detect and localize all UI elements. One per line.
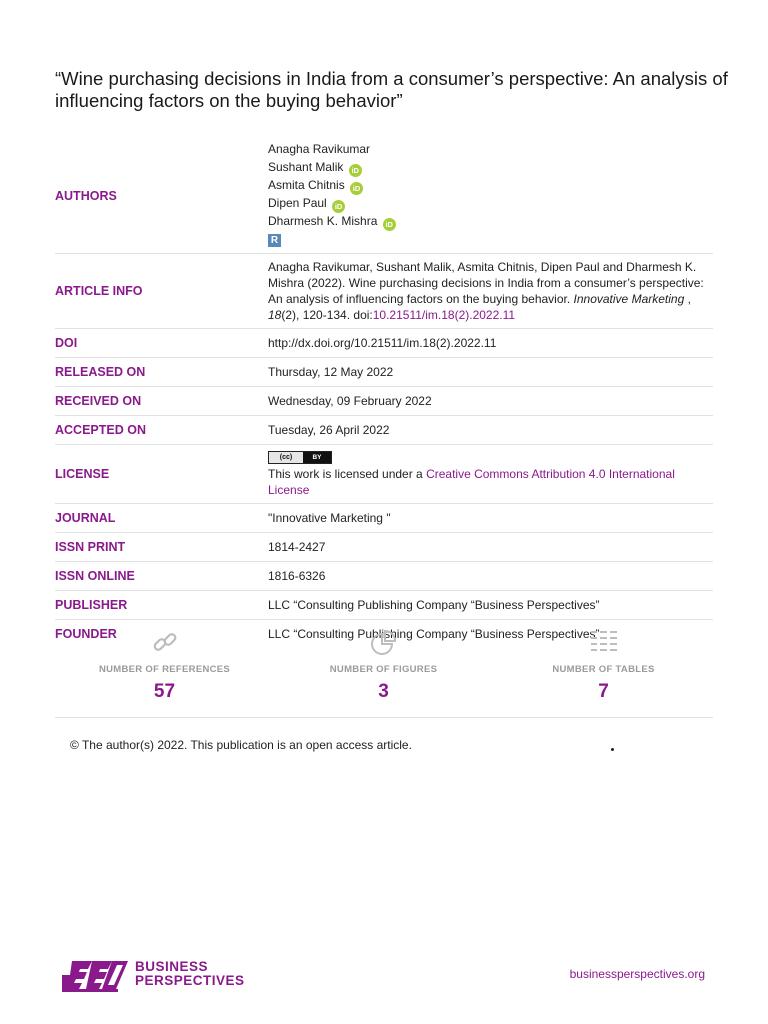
founder-label: FOUNDER: [55, 626, 117, 641]
issn-print-label: ISSN PRINT: [55, 532, 257, 561]
accepted-value: Tuesday, 26 April 2022: [257, 415, 713, 444]
authors-row: [55, 139, 713, 253]
author-1: [268, 141, 713, 159]
tables-count: 7: [598, 681, 609, 702]
doi-value[interactable]: http://dx.doi.org/10.21511/im.18(2).2022.11: [257, 328, 713, 357]
stat-references: [55, 627, 274, 703]
journal-row: [55, 503, 713, 532]
article-info-label: ARTICLE INFO: [55, 253, 257, 328]
founder-value: LLC “Consulting Publishing Company “Business Perspectives”: [268, 626, 600, 641]
authors-list: [257, 139, 713, 253]
author-5: [268, 213, 713, 231]
journal-label: JOURNAL: [55, 503, 257, 532]
doi-row: [55, 328, 713, 357]
released-label: RELEASED ON: [55, 357, 257, 386]
license-value: [257, 444, 713, 503]
issn-print-row: [55, 532, 713, 561]
references-label: NUMBER OF REFERENCES: [98, 664, 231, 675]
stat-tables: [494, 627, 713, 703]
table-icon: [589, 627, 619, 657]
logo-wordmark[interactable]: [135, 960, 245, 988]
author-name[interactable]: Asmita Chitnis: [268, 177, 345, 192]
orcid-icon[interactable]: iD: [332, 200, 345, 213]
received-label: RECEIVED ON: [55, 386, 257, 415]
cc-badge-right: BY: [303, 452, 331, 463]
citation-volume: 18: [268, 307, 282, 322]
publisher-label: PUBLISHER: [55, 590, 257, 619]
article-stats: [55, 627, 713, 718]
orcid-icon[interactable]: iD: [350, 182, 363, 195]
pie-chart-icon: [369, 627, 399, 657]
author-name[interactable]: Anagha Ravikumar: [268, 142, 371, 156]
cc-badge-left: (cc): [269, 452, 303, 463]
received-row: [55, 386, 713, 415]
author-2: [268, 159, 713, 177]
citation-journal: Innovative Marketing: [573, 291, 685, 306]
authors-label: AUTHORS: [55, 139, 257, 253]
copyright-notice: © The author(s) 2022. This publication is an open access article.: [70, 738, 412, 752]
issn-online-value: 1816-6326: [257, 561, 713, 590]
article-info-row: [55, 253, 713, 328]
accepted-row: [55, 415, 713, 444]
released-value: Thursday, 12 May 2022: [257, 357, 713, 386]
figures-count: 3: [378, 681, 389, 702]
author-4: [268, 195, 713, 213]
accepted-label: ACCEPTED ON: [55, 415, 257, 444]
stray-dot: [611, 748, 614, 751]
author-3: [268, 177, 713, 195]
article-metadata-table: [55, 139, 713, 648]
citation-pages: (2), 120-134. doi:: [281, 307, 373, 322]
author-name[interactable]: Sushant Malik: [268, 159, 344, 174]
tables-label: NUMBER OF TABLES: [552, 664, 655, 675]
website-link[interactable]: businessperspectives.org: [569, 967, 705, 981]
license-link[interactable]: Creative Commons Attribution 4.0 International License: [268, 466, 675, 497]
business-perspectives-logo-icon[interactable]: [62, 955, 132, 993]
citation-separator: ,: [684, 291, 691, 306]
link-icon: [150, 627, 180, 657]
orcid-icon[interactable]: iD: [383, 218, 396, 231]
logo-line-1: BUSINESS: [135, 959, 209, 974]
cc-by-badge-icon[interactable]: [268, 451, 332, 464]
license-row: [55, 444, 713, 503]
citation-doi-link[interactable]: 10.21511/im.18(2).2022.11: [372, 307, 516, 322]
article-title: “Wine purchasing decisions in India from a consumer’s perspective: An analysis of influencing factors on the buying behavior”: [55, 68, 728, 111]
citation-text: Anagha Ravikumar, Sushant Malik, Asmita Chitnis, Dipen Paul and Dharmesh K. Mishra (2022). Wine purchasing decisions in India from a consumer’s perspective: An analysis of influencing factors on the buying behavior.: [268, 259, 704, 306]
license-label: LICENSE: [55, 444, 257, 503]
issn-print-value: 1814-2427: [257, 532, 713, 561]
received-value: Wednesday, 09 February 2022: [257, 386, 713, 415]
researcherid-icon[interactable]: R: [268, 234, 281, 247]
stat-figures: [274, 627, 493, 703]
released-row: [55, 357, 713, 386]
orcid-icon[interactable]: iD: [349, 164, 362, 177]
issn-online-row: [55, 561, 713, 590]
logo-line-2: PERSPECTIVES: [135, 973, 245, 988]
publisher-value: LLC “Consulting Publishing Company “Business Perspectives”: [257, 590, 713, 619]
publisher-row: [55, 590, 713, 619]
article-citation: [257, 253, 713, 328]
author-name[interactable]: Dharmesh K. Mishra: [268, 213, 378, 228]
figures-label: NUMBER OF FIGURES: [329, 664, 438, 675]
doi-label: DOI: [55, 328, 257, 357]
license-text: This work is licensed under a: [268, 466, 427, 481]
journal-value: "Innovative Marketing ": [257, 503, 713, 532]
references-count: 57: [153, 681, 176, 702]
issn-online-label: ISSN ONLINE: [55, 561, 257, 590]
author-name[interactable]: Dipen Paul: [268, 195, 327, 210]
